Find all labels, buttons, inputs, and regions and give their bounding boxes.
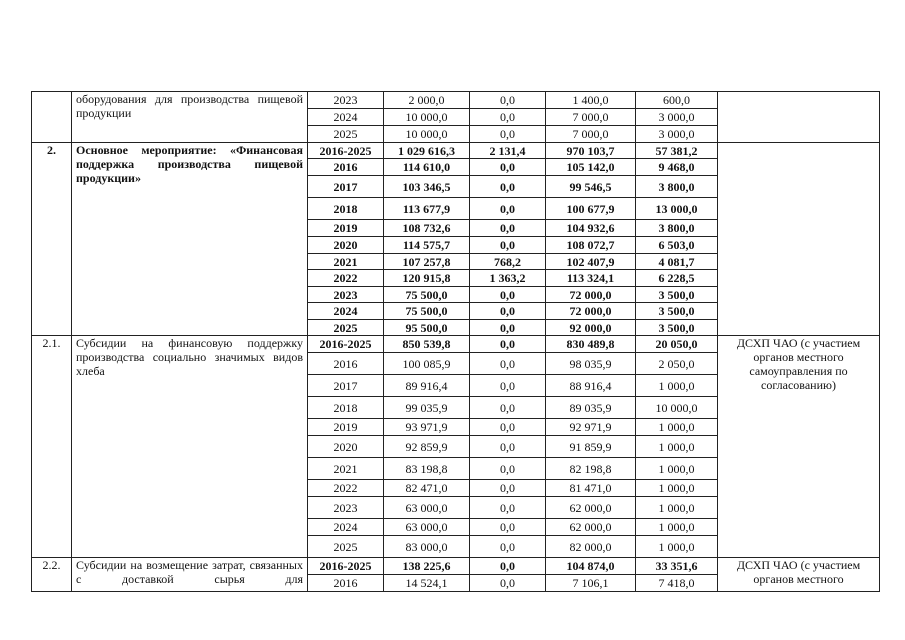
cell-c2: 102 407,9	[546, 254, 636, 270]
cell-period: 2016	[308, 575, 384, 592]
cell-c1: 0,0	[470, 109, 546, 126]
responsible-cell: ДСХП ЧАО (с участием органов местного самоуправления по согласованию)	[718, 336, 880, 558]
responsible-cell	[718, 143, 880, 336]
cell-total: 93 971,9	[384, 419, 470, 436]
responsible-cell: ДСХП ЧАО (с участием органов местного	[718, 558, 880, 592]
cell-c1: 0,0	[470, 497, 546, 519]
cell-c1: 0,0	[470, 536, 546, 558]
cell-period: 2016	[308, 353, 384, 375]
cell-c3: 1 000,0	[636, 458, 718, 480]
cell-c1: 0,0	[470, 92, 546, 109]
cell-total: 114 610,0	[384, 159, 470, 176]
cell-c1: 0,0	[470, 287, 546, 303]
table-body	[32, 92, 880, 592]
cell-c3: 1 000,0	[636, 536, 718, 558]
cell-c1: 768,2	[470, 254, 546, 270]
cell-period: 2025	[308, 536, 384, 558]
cell-period: 2019	[308, 220, 384, 237]
cell-c2: 62 000,0	[546, 497, 636, 519]
cell-period: 2016-2025	[308, 143, 384, 159]
measure-name-cell: Субсидии на финансовую поддержку производства социально значимых видов хлеба	[72, 336, 308, 558]
cell-c1: 0,0	[470, 375, 546, 397]
cell-total: 89 916,4	[384, 375, 470, 397]
measure-name-cell: оборудования для производства пищевой продукции	[72, 92, 308, 143]
row-index-cell: 2.2.	[32, 558, 72, 592]
cell-total: 75 500,0	[384, 287, 470, 303]
cell-c3: 3 000,0	[636, 109, 718, 126]
cell-total: 1 029 616,3	[384, 143, 470, 159]
table-row	[32, 143, 880, 159]
cell-total: 63 000,0	[384, 519, 470, 536]
cell-c1: 0,0	[470, 436, 546, 458]
cell-c1: 0,0	[470, 159, 546, 176]
cell-period: 2025	[308, 320, 384, 336]
cell-period: 2019	[308, 419, 384, 436]
cell-c3: 4 081,7	[636, 254, 718, 270]
cell-c2: 113 324,1	[546, 270, 636, 287]
cell-c3: 20 050,0	[636, 336, 718, 353]
cell-total: 92 859,9	[384, 436, 470, 458]
cell-total: 10 000,0	[384, 109, 470, 126]
cell-c2: 7 000,0	[546, 126, 636, 143]
cell-c1: 0,0	[470, 419, 546, 436]
cell-c2: 82 000,0	[546, 536, 636, 558]
cell-total: 99 035,9	[384, 397, 470, 419]
cell-c3: 57 381,2	[636, 143, 718, 159]
cell-c3: 7 418,0	[636, 575, 718, 592]
cell-period: 2016-2025	[308, 336, 384, 353]
cell-period: 2020	[308, 436, 384, 458]
measure-name-cell: Основное мероприятие: «Финансовая поддержка производства пищевой продукции»	[72, 143, 308, 336]
cell-c1: 0,0	[470, 397, 546, 419]
cell-c1: 0,0	[470, 575, 546, 592]
cell-c2: 7 000,0	[546, 109, 636, 126]
cell-c2: 100 677,9	[546, 198, 636, 220]
cell-total: 850 539,8	[384, 336, 470, 353]
cell-total: 108 732,6	[384, 220, 470, 237]
cell-total: 83 000,0	[384, 536, 470, 558]
cell-c2: 1 400,0	[546, 92, 636, 109]
cell-period: 2020	[308, 237, 384, 254]
cell-c1: 0,0	[470, 198, 546, 220]
cell-c3: 9 468,0	[636, 159, 718, 176]
cell-c1: 0,0	[470, 519, 546, 536]
row-index-cell	[32, 92, 72, 143]
cell-total: 107 257,8	[384, 254, 470, 270]
cell-c2: 970 103,7	[546, 143, 636, 159]
cell-c2: 72 000,0	[546, 287, 636, 303]
cell-c3: 1 000,0	[636, 497, 718, 519]
cell-c1: 0,0	[470, 176, 546, 198]
cell-c2: 104 874,0	[546, 558, 636, 575]
cell-c2: 62 000,0	[546, 519, 636, 536]
cell-c2: 104 932,6	[546, 220, 636, 237]
cell-total: 95 500,0	[384, 320, 470, 336]
cell-period: 2016	[308, 159, 384, 176]
cell-c2: 99 546,5	[546, 176, 636, 198]
cell-c3: 600,0	[636, 92, 718, 109]
cell-period: 2023	[308, 92, 384, 109]
cell-period: 2017	[308, 375, 384, 397]
cell-period: 2021	[308, 458, 384, 480]
cell-c3: 3 800,0	[636, 176, 718, 198]
cell-period: 2017	[308, 176, 384, 198]
cell-period: 2024	[308, 519, 384, 536]
cell-c1: 0,0	[470, 558, 546, 575]
cell-period: 2022	[308, 480, 384, 497]
table-row	[32, 558, 880, 575]
row-index-cell: 2.1.	[32, 336, 72, 558]
cell-c2: 82 198,8	[546, 458, 636, 480]
cell-c2: 91 859,9	[546, 436, 636, 458]
cell-period: 2023	[308, 287, 384, 303]
cell-c3: 3 800,0	[636, 220, 718, 237]
cell-c3: 1 000,0	[636, 480, 718, 497]
cell-c2: 7 106,1	[546, 575, 636, 592]
cell-period: 2021	[308, 254, 384, 270]
cell-c1: 0,0	[470, 220, 546, 237]
cell-c1: 0,0	[470, 126, 546, 143]
table-row	[32, 92, 880, 109]
cell-total: 103 346,5	[384, 176, 470, 198]
cell-c3: 2 050,0	[636, 353, 718, 375]
cell-period: 2018	[308, 397, 384, 419]
cell-c2: 92 000,0	[546, 320, 636, 336]
cell-total: 120 915,8	[384, 270, 470, 287]
cell-total: 75 500,0	[384, 303, 470, 320]
cell-c3: 6 503,0	[636, 237, 718, 254]
cell-period: 2024	[308, 303, 384, 320]
cell-period: 2016-2025	[308, 558, 384, 575]
cell-c3: 13 000,0	[636, 198, 718, 220]
cell-c2: 89 035,9	[546, 397, 636, 419]
cell-c3: 3 500,0	[636, 303, 718, 320]
cell-c2: 92 971,9	[546, 419, 636, 436]
cell-c2: 98 035,9	[546, 353, 636, 375]
cell-c2: 72 000,0	[546, 303, 636, 320]
cell-c1: 0,0	[470, 237, 546, 254]
cell-total: 100 085,9	[384, 353, 470, 375]
cell-period: 2025	[308, 126, 384, 143]
cell-total: 14 524,1	[384, 575, 470, 592]
cell-period: 2023	[308, 497, 384, 519]
cell-c1: 0,0	[470, 336, 546, 353]
cell-c3: 3 500,0	[636, 320, 718, 336]
cell-c3: 1 000,0	[636, 436, 718, 458]
cell-c3: 3 500,0	[636, 287, 718, 303]
cell-period: 2022	[308, 270, 384, 287]
cell-total: 82 471,0	[384, 480, 470, 497]
cell-c1: 1 363,2	[470, 270, 546, 287]
cell-period: 2024	[308, 109, 384, 126]
cell-c1: 0,0	[470, 320, 546, 336]
cell-c3: 1 000,0	[636, 375, 718, 397]
cell-total: 114 575,7	[384, 237, 470, 254]
cell-c3: 1 000,0	[636, 519, 718, 536]
cell-total: 2 000,0	[384, 92, 470, 109]
measure-name-cell: Субсидии на возмещение затрат, связанных с доставкой сырья для	[72, 558, 308, 592]
cell-period: 2018	[308, 198, 384, 220]
cell-c3: 3 000,0	[636, 126, 718, 143]
cell-c3: 33 351,6	[636, 558, 718, 575]
cell-total: 113 677,9	[384, 198, 470, 220]
row-index-cell: 2.	[32, 143, 72, 336]
budget-table	[31, 91, 880, 592]
cell-total: 10 000,0	[384, 126, 470, 143]
cell-c1: 0,0	[470, 458, 546, 480]
cell-total: 63 000,0	[384, 497, 470, 519]
responsible-cell	[718, 92, 880, 143]
cell-c2: 105 142,0	[546, 159, 636, 176]
cell-total: 138 225,6	[384, 558, 470, 575]
cell-c1: 0,0	[470, 353, 546, 375]
cell-c2: 108 072,7	[546, 237, 636, 254]
cell-c1: 0,0	[470, 480, 546, 497]
cell-c3: 6 228,5	[636, 270, 718, 287]
cell-c3: 1 000,0	[636, 419, 718, 436]
cell-c2: 88 916,4	[546, 375, 636, 397]
cell-c2: 81 471,0	[546, 480, 636, 497]
cell-c1: 2 131,4	[470, 143, 546, 159]
cell-c1: 0,0	[470, 303, 546, 320]
table-row	[32, 336, 880, 353]
cell-c2: 830 489,8	[546, 336, 636, 353]
cell-total: 83 198,8	[384, 458, 470, 480]
cell-c3: 10 000,0	[636, 397, 718, 419]
